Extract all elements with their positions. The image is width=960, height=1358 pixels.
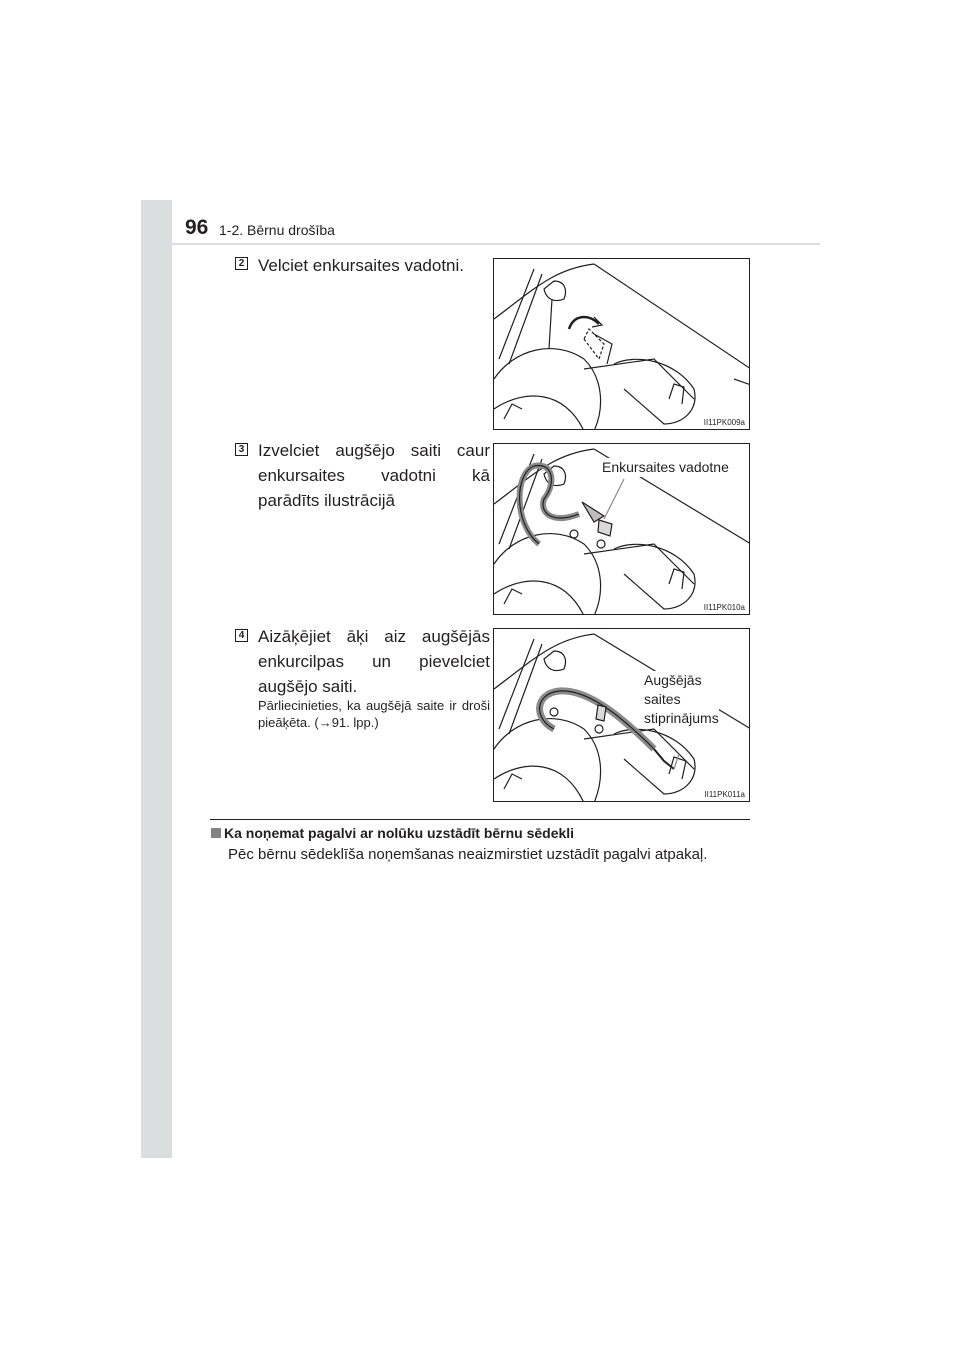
callout-line: stiprinājums: [644, 710, 719, 726]
step-number: 3: [235, 443, 248, 456]
illustration-attach-hook: [493, 628, 750, 802]
image-code: II11PK011a: [704, 790, 745, 799]
step-note: Pārliecinieties, ka augšējā saite ir droši pieāķēta. (→91. lpp.): [258, 698, 490, 730]
callout-line: saites: [644, 691, 681, 707]
section-divider: [210, 819, 750, 820]
callout-label: Enkursaites vadotne: [602, 459, 729, 475]
step-instruction: Izvelciet augšējo saiti caur enkursaites vadotni kā parādīts ilustrācijā: [258, 441, 490, 510]
bullet-square-icon: [211, 828, 221, 838]
page-number: 96: [185, 216, 209, 239]
section-title: 1-2. Bērnu drošība: [219, 222, 335, 238]
step-number: 4: [235, 629, 248, 642]
header-rule: [172, 243, 820, 245]
image-code: II11PK009a: [703, 418, 745, 427]
step-instruction: Aizāķējiet āķi aiz augšējās enkurcilpas un pievelciet augšējo saiti.: [258, 627, 490, 696]
illustration-route-strap: [493, 443, 750, 615]
side-tab-bar: [141, 200, 172, 1158]
step-instruction: Velciet enkursaites vadotni.: [258, 256, 465, 275]
image-code: II11PK010a: [703, 603, 745, 612]
note-heading: Ka noņemat pagalvi ar nolūku uzstādīt bērnu sēdekli: [224, 825, 575, 841]
illustration-pull-guide: [493, 258, 750, 430]
note-body: Pēc bērnu sēdeklīša noņemšanas neaizmirstiet uzstādīt pagalvi atpakaļ.: [228, 846, 708, 863]
callout-line: Augšējās: [644, 672, 702, 688]
callout-label: [644, 671, 719, 728]
step-number: 2: [235, 257, 248, 270]
